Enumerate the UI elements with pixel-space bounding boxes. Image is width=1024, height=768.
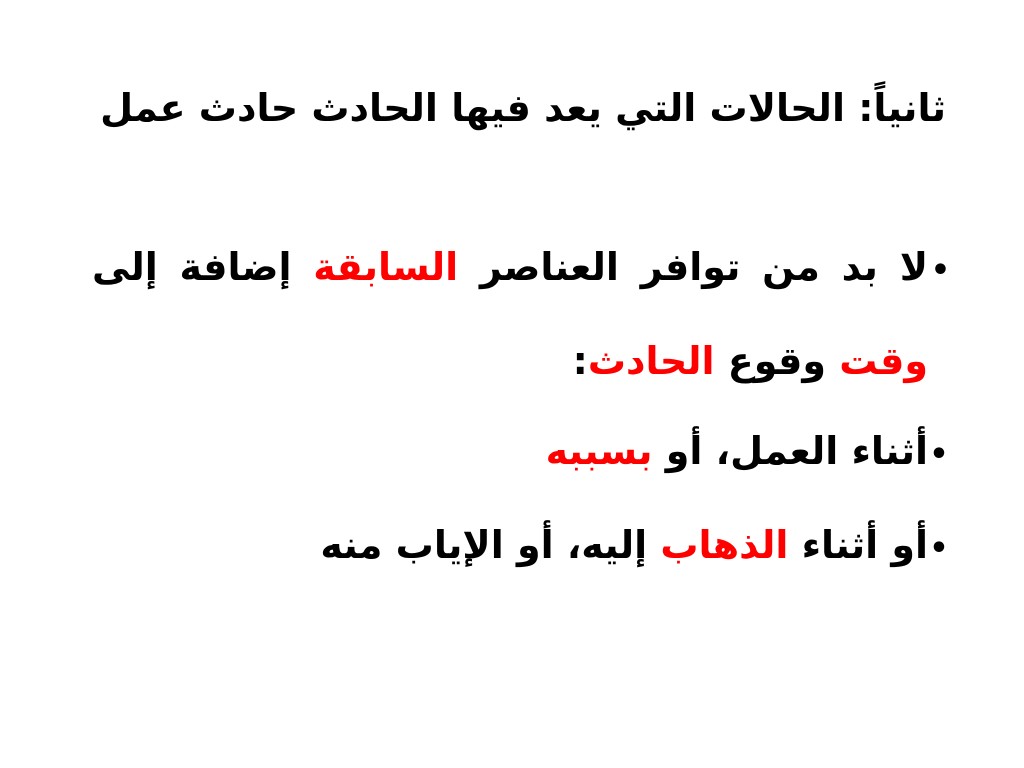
bullet-list bbox=[70, 222, 950, 594]
bullet-item bbox=[70, 222, 950, 406]
highlighted-text: الذهاب bbox=[660, 523, 789, 567]
text-segment: إليه، أو الإياب منه bbox=[320, 523, 661, 567]
text-segment: : bbox=[572, 339, 588, 383]
bullet-marker: • bbox=[929, 437, 949, 472]
highlighted-text: بسببه bbox=[545, 429, 653, 473]
text-segment: لا بد من توافر العناصر bbox=[458, 245, 928, 289]
bullet-item bbox=[70, 406, 950, 500]
bullet-line bbox=[92, 222, 950, 316]
text-segment: وقوع bbox=[714, 339, 840, 383]
highlighted-text: وقت bbox=[839, 339, 928, 383]
highlighted-text: الحادث bbox=[587, 339, 715, 383]
text-segment: أو أثناء bbox=[788, 523, 928, 567]
bullet-item bbox=[70, 500, 950, 594]
bullet-line-continuation bbox=[70, 316, 950, 406]
slide-title: ثانياً: الحالات التي يعد فيها الحادث حادث عمل bbox=[100, 86, 946, 130]
text-segment: أثناء العمل، أو bbox=[652, 429, 928, 473]
bullet-marker: • bbox=[929, 531, 949, 566]
bullet-marker: • bbox=[930, 253, 950, 288]
highlighted-text: السابقة bbox=[313, 245, 459, 289]
text-segment: إضافة إلى bbox=[92, 245, 314, 289]
